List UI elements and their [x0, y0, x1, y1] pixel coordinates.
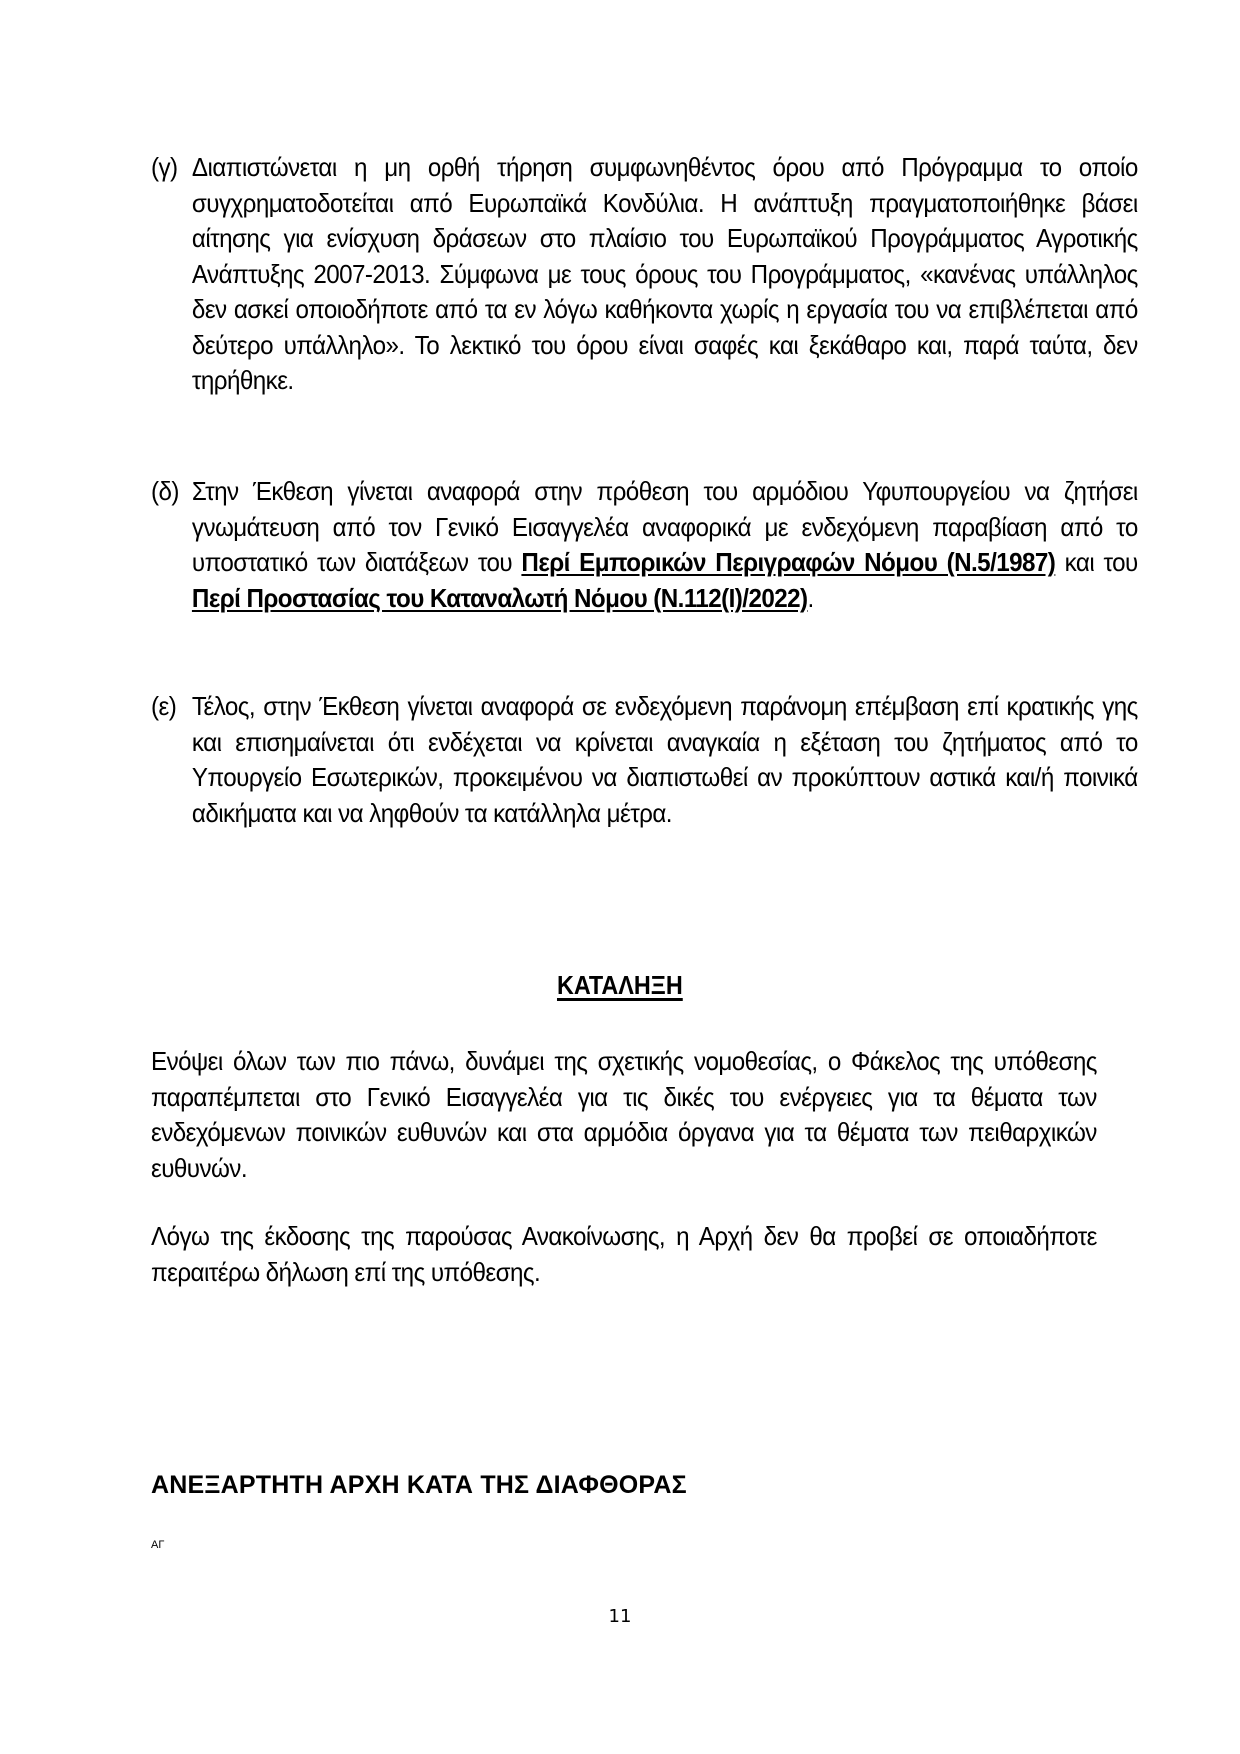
paragraph-item-g	[151, 150, 1138, 399]
conclusion-paragraph: Λόγω της έκδοσης της παρούσας Ανακοίνωσης, η Αρχή δεν θα προβεί σε οποιαδήποτε περαιτέρω δήλωση επί της υπόθεσης.	[151, 1221, 1097, 1287]
item-text: Τέλος, στην Έκθεση γίνεται αναφορά σε ενδεχόμενη παράνομη επέμβαση επί κρατικής γης και επισημαίνεται ότι ενδέχεται να κρίνεται αναγκαία η εξέταση του ζητήματος από το Υπουργείο Εσωτερικών, προκειμένου να διαπιστωθεί αν προκύπτουν αστικά και/ή ποινικά αδικήματα και να ληφθούν τα κατάλληλα μέτρα.	[191, 691, 1138, 828]
item-marker: (δ)	[151, 476, 179, 506]
page-number: 11	[608, 1606, 632, 1627]
paragraph-item-d	[151, 474, 1138, 616]
conclusion-heading-text: ΚΑΤΑΛΗΞΗ	[557, 970, 683, 1000]
item-text: Στην Έκθεση γίνεται αναφορά στην πρόθεση του αρμόδιου Υφυπουργείου να ζητήσει γνωμάτευση από τον Γενικό Εισαγγελέα αναφορικά με ενδεχόμενη παραβίαση από το υποστατικό των διατάξεων του	[191, 476, 1138, 577]
author-initials: ΑΓ	[151, 1539, 165, 1551]
item-text: Διαπιστώνεται η μη ορθή τήρηση συμφωνηθέντος όρου από Πρόγραμμα το οποίο συγχρηματοδοτείται από Ευρωπαϊκά Κονδύλια. Η ανάπτυξη πραγματοποιήθηκε βάσει αίτησης για ενίσχυση δράσεων στο πλαίσιο του Ευρωπαϊκού Προγράμματος Αγροτικής Ανάπτυξης 2007-2013. Σύμφωνα με τους όρους του Προγράμματος, «κανένας υπάλληλος δεν ασκεί οποιοδήποτε από τα εν λόγω καθήκοντα χωρίς η εργασία του να επιβλέπεται από δεύτερο υπάλληλο». Το λεκτικό του όρου είναι σαφές και ξεκάθαρο και, παρά ταύτα, δεν τηρήθηκε.	[191, 152, 1138, 395]
signature-authority: ΑΝΕΞΑΡΤΗΤΗ ΑΡΧΗ ΚΑΤΑ ΤΗΣ ΔΙΑΦΘΟΡΑΣ	[151, 1471, 687, 1499]
conclusion-heading	[0, 970, 1240, 1001]
item-marker: (ε)	[151, 691, 177, 721]
conclusion-paragraph: Ενόψει όλων των πιο πάνω, δυνάμει της σχετικής νομοθεσίας, ο Φάκελος της υπόθεσης παραπέμπεται στο Γενικό Εισαγγελέα για τις δικές του ενέργειες για τα θέματα των ενδεχόμενων ποινικών ευθυνών και στα αρμόδια όργανα για τα θέματα των πειθαρχικών ευθυνών.	[151, 1046, 1097, 1183]
item-text-end: .	[807, 582, 814, 613]
law-reference-trade-descriptions: Περί Εμπορικών Περιγραφών Νόμου (Ν.5/1987)	[521, 547, 1056, 577]
law-reference-consumer-protection: Περί Προστασίας του Καταναλωτή Νόμου (Ν.112(I)/2022)	[191, 582, 808, 613]
item-text-connector: και του	[1055, 547, 1138, 577]
item-marker: (γ)	[151, 152, 178, 182]
paragraph-item-e	[151, 689, 1138, 831]
